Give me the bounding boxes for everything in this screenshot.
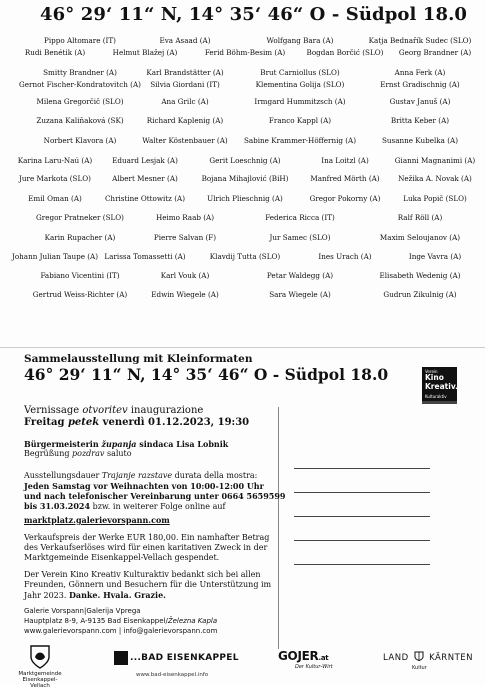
artist-name: Bojana Mihajlović (BiH): [201, 174, 289, 183]
artist-name: Helmut Blažej (A): [112, 48, 178, 57]
address-line-1: [294, 468, 430, 469]
artist-name: Ina Loitzl (A): [321, 156, 369, 165]
kino-logo-bar: [422, 401, 457, 404]
address-line-5: [294, 564, 430, 565]
kino-kreativ-logo: [422, 367, 457, 404]
artist-name: Eva Asaad (A): [159, 36, 211, 45]
sponsor-logos: [0, 642, 485, 689]
artist-name: Elisabeth Wedenig (A): [379, 271, 461, 280]
artist-name: Bogdan Borčić (SLO): [306, 48, 384, 57]
online-shop-link[interactable]: marktplatz.galerievorspann.com: [24, 515, 170, 525]
artist-name: Gudrun Zikulnig (A): [383, 290, 457, 299]
bad-eisenkappel-emblem-icon: [114, 651, 128, 665]
artist-name: Larissa Tomassetti (A): [104, 252, 186, 261]
artist-name: Jur Samec (SLO): [269, 233, 331, 242]
hours-line-2: und nach telefonischer Vereinbarung unter 0664 5659599: [24, 491, 286, 501]
artist-name: Franco Kappl (A): [268, 116, 332, 125]
artist-name: Karina Laru-Naú (A): [17, 156, 93, 165]
artist-name: Gerit Loeschnig (A): [209, 156, 281, 165]
thanks-line-3: Jahr 2023. Danke. Hvala. Grazie.: [24, 590, 166, 600]
thanks-line-2: Freunden, Gönnern und Besuchern für die Unterstützung im: [24, 580, 272, 589]
gojer-logo: GOJER.at: [278, 649, 329, 663]
artist-name: Emil Oman (A): [28, 194, 82, 203]
artist-name: Irmgard Hummitzsch (A): [254, 97, 346, 106]
address-line-4: [294, 540, 430, 541]
poster-title: 46° 29‘ 11“ N, 14° 35‘ 46“ O - Südpol 18.0: [40, 4, 468, 25]
artist-name: Johann Julian Taupe (A): [11, 252, 99, 261]
artist-name: Inge Vavra (A): [408, 252, 462, 261]
artist-name: Heimo Raab (A): [155, 213, 215, 222]
artist-name: Georg Brandner (A): [398, 48, 472, 57]
artist-name: Richard Kaplenig (A): [146, 116, 224, 125]
hours-line-3: bis 31.03.2024 bzw. in weiterer Folge online auf: [24, 501, 226, 511]
postcard-heading-big: 46° 29‘ 11“ N, 14° 35‘ 46“ O - Südpol 18.0: [24, 365, 389, 384]
postcard-heading-small: Sammelausstellung mit Kleinformaten: [24, 353, 253, 365]
sale-line-1: Verkaufspreis der Werke EUR 180,00. Ein namhafter Betrag: [24, 533, 270, 542]
artist-name: Pierre Salvan (F): [153, 233, 217, 242]
artist-name: Silvia Giordani (IT): [150, 80, 220, 89]
postcard-back: [0, 350, 485, 689]
bad-eisenkappel-logo: ...BAD EISENKAPPEL: [130, 653, 239, 663]
sale-line-2: des Verkaufserlöses wird für einen karitativen Zweck in der: [24, 543, 268, 552]
artist-name: Walter Köstenbauer (A): [142, 136, 228, 145]
artist-name: Gianni Magnanimi (A): [394, 156, 476, 165]
artist-name: Ana Grilc (A): [161, 97, 209, 106]
artist-name: Brut Carniollus (SLO): [260, 68, 340, 77]
artist-name: Ines Urach (A): [318, 252, 372, 261]
greeting-line: Begrüßung pozdrav saluto: [24, 449, 132, 458]
artist-name: Sara Wiegele (A): [269, 290, 331, 299]
address-divider: [278, 407, 279, 649]
artist-name: Gernot Fischer-Kondratovitch (A): [19, 80, 141, 89]
artist-name: Anna Ferk (A): [394, 68, 446, 77]
artist-name: Fabiano Vicentini (IT): [40, 271, 120, 280]
municipality-name: Marktgemeinde Eisenkappel-Vellach: [18, 671, 62, 689]
artist-name: Wolfgang Bara (A): [266, 36, 334, 45]
kino-logo-line2: Kreativ.: [425, 382, 458, 391]
artist-name: Jure Markota (SLO): [19, 174, 91, 183]
artist-name: Gustav Januš (A): [389, 97, 451, 106]
address-line-2: [294, 492, 430, 493]
poster-title-bar: [0, 0, 485, 34]
opening-date: Freitag petek venerdì 01.12.2023, 19:30: [24, 417, 250, 428]
address-line-3: [294, 516, 430, 517]
artist-name: Maxim Seloujanov (A): [379, 233, 461, 242]
artist-name: Gregor Pratneker (SLO): [36, 213, 124, 222]
artist-name: Smitty Brandner (A): [43, 68, 117, 77]
artist-name: Gregor Pokorny (A): [309, 194, 381, 203]
sale-line-3: Marktgemeinde Eisenkappel-Vellach gespendet.: [24, 553, 220, 562]
gallery-web[interactable]: www.galerievorspann.com | info@galerievorspann.com: [24, 627, 218, 635]
kino-logo-line1: Kino: [425, 373, 444, 382]
kino-logo-bottom: Kulturaktiv: [425, 394, 447, 399]
artist-name: Gertrud Weiss-Richter (A): [32, 290, 128, 299]
artist-name: Rudi Benétik (A): [24, 48, 86, 57]
artist-name: Nežika A. Novak (A): [398, 174, 472, 183]
artist-name: Eduard Lesjak (A): [112, 156, 178, 165]
artist-name: Klementina Golija (SLO): [255, 80, 345, 89]
artist-name: Zuzana Kaliňaková (SK): [36, 116, 124, 125]
hours-line-1: Jeden Samstag vor Weihnachten von 10:00-12:00 Uhr: [24, 481, 264, 491]
artist-names: [0, 34, 485, 346]
artist-name: Britta Keber (A): [390, 116, 450, 125]
gojer-tagline: Der Kultur‑Wirt: [295, 664, 333, 670]
artist-name: Luka Popič (SLO): [403, 194, 467, 203]
vernissage-line: Vernissage otvoritev inaugurazione: [24, 405, 204, 416]
artist-name: Karl Brandstätter (A): [146, 68, 224, 77]
kino-logo-top: Verein: [425, 369, 438, 374]
artist-name: Klavdij Tutta (SLO): [209, 252, 281, 261]
card-separator: [0, 347, 485, 348]
kultur-label: Kultur: [412, 665, 427, 671]
artist-name: Susanne Kubelka (A): [381, 136, 459, 145]
artist-name: Ulrich Plieschnig (A): [207, 194, 283, 203]
artist-name: Ralf Röll (A): [397, 213, 443, 222]
artist-name: Christine Ottowitz (A): [104, 194, 186, 203]
artist-name: Norbert Klavora (A): [43, 136, 117, 145]
duration-line: Ausstellungsdauer Trajanje razstave durata della mostra:: [24, 471, 258, 480]
artist-name: Pippo Altomare (IT): [44, 36, 116, 45]
gallery-name: Galerie Vorspann|Galerija Vprega: [24, 607, 141, 615]
artist-name: Katja Bednařík Sudec (SLO): [368, 36, 472, 45]
artist-name: Karl Vouk (A): [160, 271, 210, 280]
land-kaernten-logo: LAND KÄRNTEN: [383, 653, 473, 663]
mayor-line: Bürgermeisterin županja sindaca Lisa Lobnik: [24, 439, 229, 449]
artist-name: Edwin Wiegele (A): [151, 290, 219, 299]
municipality-crest-icon: [30, 645, 50, 669]
artist-name: Milena Gregorčič (SLO): [36, 97, 124, 106]
artist-name: Karin Rupacher (A): [44, 233, 116, 242]
gallery-address: Hauptplatz 8-9, A-9135 Bad Eisenkappel/Železna Kapla: [24, 617, 218, 625]
artist-name: Ferid Böhm-Besim (A): [204, 48, 286, 57]
artist-name: Ernst Gradischnig (A): [380, 80, 460, 89]
artist-name: Federica Ricca (IT): [265, 213, 335, 222]
artist-name: Albert Mesner (A): [112, 174, 178, 183]
artist-name: Petar Waldegg (A): [266, 271, 334, 280]
bad-eisenkappel-url[interactable]: www.bad-eisenkappel.info: [136, 672, 209, 678]
artist-name: Manfred Mörth (A): [310, 174, 380, 183]
kaernten-shield-icon: [414, 651, 424, 661]
thanks-line-1: Der Verein Kino Kreativ Kulturaktiv bedankt sich bei allen: [24, 570, 261, 579]
artist-name: Sabine Krammer-Höffernig (A): [243, 136, 357, 145]
